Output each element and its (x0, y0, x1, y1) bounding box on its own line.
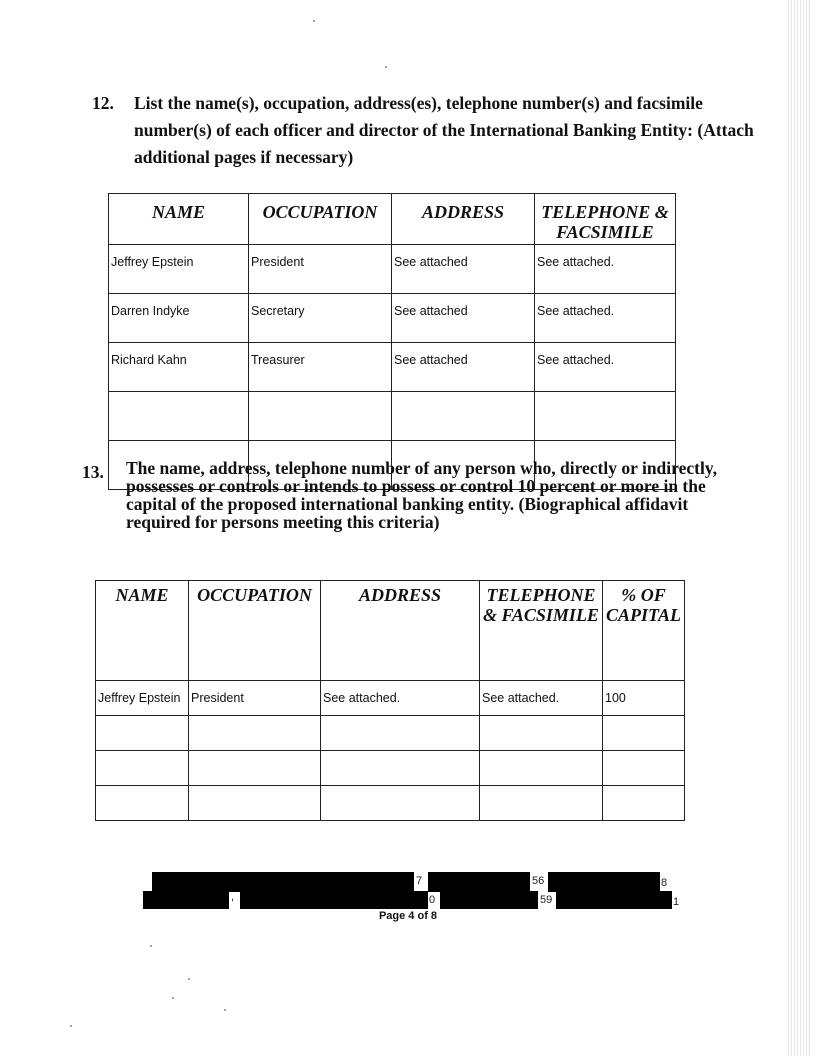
question-13-number: 13. (82, 462, 104, 482)
cell-occupation (189, 786, 321, 821)
cell-telephone: See attached. (480, 681, 603, 716)
cell-address: See attached. (321, 681, 480, 716)
table-row (96, 786, 685, 821)
cell-occupation: President (189, 681, 321, 716)
scan-speck (224, 1009, 226, 1011)
header-name: NAME (96, 581, 189, 681)
cell-telephone (535, 392, 676, 441)
redaction-bar (428, 872, 530, 892)
header-telephone-facsimile: TELEPHONE & FACSIMILE (535, 194, 676, 245)
redaction-bar (548, 872, 660, 892)
table-row (96, 716, 685, 751)
header-occupation: OCCUPATION (249, 194, 392, 245)
officers-table (108, 193, 676, 490)
table-row (96, 681, 685, 716)
cell-telephone: See attached. (535, 245, 676, 294)
page-number: Page 4 of 8 (378, 910, 438, 922)
cell-name: Darren Indyke (109, 294, 249, 343)
footer-fragment: 7 (416, 875, 423, 887)
header-name: NAME (109, 194, 249, 245)
question-13-text: The name, address, telephone number of any person who, directly or indirectly, possesses or controls or intends to possess or control 10 percent or more in the capital of the proposed international banking entity. (Biographical affidavit required for persons meeting this criteria) (126, 458, 717, 532)
redaction-bar (143, 891, 229, 909)
header-percent-capital: % OF CAPITAL (603, 581, 685, 681)
cell-address: See attached (392, 245, 535, 294)
redaction-bar (440, 891, 538, 909)
cell-telephone: See attached. (535, 294, 676, 343)
question-12-text: List the name(s), occupation, address(es), telephone number(s) and facsimile number(s) of each officer and director of the International Banking Entity: (Attach additional pages if necessary) (134, 93, 754, 167)
table-row (109, 294, 676, 343)
cell-name (109, 392, 249, 441)
cell-occupation: President (249, 245, 392, 294)
cell-occupation: Secretary (249, 294, 392, 343)
cell-occupation (189, 716, 321, 751)
header-address: ADDRESS (392, 194, 535, 245)
officers-table-header (109, 194, 676, 245)
cell-address (321, 716, 480, 751)
cell-address: See attached (392, 343, 535, 392)
header-telephone-facsimile: TELEPHONE & FACSIMILE (480, 581, 603, 681)
cell-address (321, 751, 480, 786)
cell-address (392, 392, 535, 441)
header-occupation: OCCUPATION (189, 581, 321, 681)
cell-name (96, 716, 189, 751)
footer-fragment: 59 (540, 894, 553, 906)
scan-speck (150, 945, 152, 947)
redaction-bar (240, 891, 428, 909)
footer-fragment: 56 (532, 875, 545, 887)
cell-telephone (480, 751, 603, 786)
footer-fragment: 8 (661, 877, 668, 889)
cell-capital (603, 716, 685, 751)
cell-telephone: See attached. (535, 343, 676, 392)
redaction-bar (152, 872, 414, 892)
redaction-bar (556, 891, 672, 909)
scan-speck (385, 66, 387, 68)
table-row (109, 343, 676, 392)
cell-name (96, 751, 189, 786)
cell-capital: 100 (603, 681, 685, 716)
cell-occupation (249, 392, 392, 441)
header-address: ADDRESS (321, 581, 480, 681)
cell-occupation: Treasurer (249, 343, 392, 392)
table-row (96, 751, 685, 786)
table-row (109, 245, 676, 294)
cell-name: Jeffrey Epstein (109, 245, 249, 294)
cell-capital (603, 751, 685, 786)
cell-name: Jeffrey Epstein (96, 681, 189, 716)
shareholders-table-header (96, 581, 685, 681)
cell-capital (603, 786, 685, 821)
cell-occupation (189, 751, 321, 786)
scan-speck (172, 997, 174, 999)
scan-edge-lines (788, 0, 810, 1056)
scan-speck (188, 978, 190, 980)
cell-address: See attached (392, 294, 535, 343)
cell-name: Richard Kahn (109, 343, 249, 392)
question-12-number: 12. (92, 93, 114, 113)
cell-telephone (480, 786, 603, 821)
scan-speck (313, 20, 315, 22)
table-row (109, 392, 676, 441)
cell-name (96, 786, 189, 821)
scan-speck (70, 1025, 72, 1027)
cell-telephone (480, 716, 603, 751)
footer-fragment: 0 (429, 894, 436, 906)
footer-fragment: , (231, 891, 235, 903)
cell-address (321, 786, 480, 821)
footer-fragment: 1 (673, 896, 680, 908)
shareholders-table (95, 580, 685, 821)
